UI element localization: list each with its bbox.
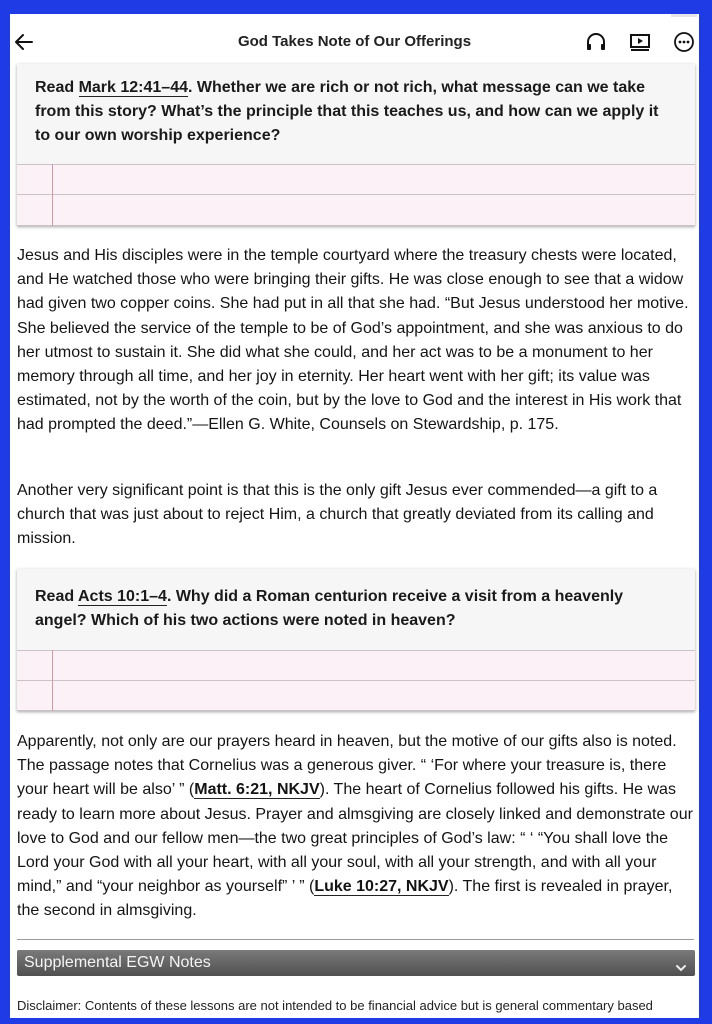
header-bar	[10, 14, 699, 70]
lesson-page	[10, 14, 699, 1018]
note-margin-line	[52, 164, 53, 226]
question-1-body: . Whether we are rich or not rich, what message can we take from this story? What’s the principle that this teaches us, and how can we apply it to our own worship experience?	[35, 79, 659, 144]
paragraph-2: Another very significant point is that this is the only gift Jesus ever commended—a gift to a church that was just about to reject Him, a church that greatly deviated from its calling and mission.	[17, 482, 658, 548]
question-1-reference-link[interactable]: Mark 12:41–44	[78, 79, 188, 96]
more-options-icon[interactable]	[673, 31, 695, 53]
play-video-icon[interactable]	[629, 31, 651, 53]
headphones-icon[interactable]	[585, 31, 607, 53]
paragraph-3-part-1: Apparently, not only are our prayers heard in heaven, but the motive of our gifts also is noted. The passage notes that Cornelius was a generous giver. “ ‘For where your treasure is, there your heart will be also’ ” (	[17, 733, 677, 799]
question-2-prefix: Read	[35, 588, 78, 605]
note-line	[17, 164, 695, 165]
paragraph-3-part-2: ). The heart of Cornelius followed his gifts. He was ready to learn more about Jesus. Prayer and almsgiving are closely linked and demonstrate our love to God and our fellow men—the two great principles of God’s law: “ ‘ “You shall love the Lord your God with all your heart, with all your soul, with all your strength, and with all your mind,” and “your neighbor as yourself” ’ ” (	[17, 781, 693, 896]
chevron-down-icon	[675, 957, 687, 969]
note-line	[17, 194, 695, 195]
page-title: God Takes Note of Our Offerings	[237, 33, 472, 50]
question-card-1	[17, 64, 695, 226]
supplemental-notes-label: Supplemental EGW Notes	[24, 954, 211, 971]
question-card-2	[17, 569, 695, 711]
supplemental-notes-toggle[interactable]	[17, 950, 695, 976]
answer-notes-area-1[interactable]	[17, 164, 695, 226]
question-2-body: . Why did a Roman centurion receive a visit from a heavenly angel? Which of his two actions were noted in heaven?	[35, 588, 624, 629]
note-margin-line	[52, 650, 53, 711]
question-2-text	[17, 569, 695, 633]
matthew-reference-link[interactable]: Matt. 6:21, NKJV	[194, 781, 320, 799]
paragraph-3-part-3: ). The first is revealed in prayer, the second in almsgiving.	[17, 878, 673, 920]
note-line	[17, 710, 695, 711]
question-1-prefix: Read	[35, 79, 79, 96]
note-line	[17, 225, 695, 226]
note-line	[17, 680, 695, 681]
question-2-reference-link[interactable]: Acts 10:1–4	[77, 588, 167, 605]
section-divider	[17, 939, 694, 940]
note-line	[17, 650, 695, 651]
paragraph-3	[17, 730, 697, 924]
header-edge	[671, 14, 697, 17]
luke-reference-link[interactable]: Luke 10:27, NKJV	[314, 878, 449, 896]
answer-notes-area-2[interactable]	[17, 650, 695, 711]
disclaimer-text: Disclaimer: Contents of these lessons are not intended to be financial advice but is general commentary based	[17, 998, 653, 1013]
paragraph-1: Jesus and His disciples were in the temple courtyard where the treasury chests were located, and He watched those who were bringing their gifts. He was close enough to see that a widow had given two copper coins. She had put in all that she had. “But Jesus understood her motive. She believed the service of the temple to be of God’s appointment, and she was anxious to do her utmost to sustain it. She did what she could, and her act was to be a monument to her memory through all time, and her joy in eternity. Her heart went with her gift; its value was estimated, not by the worth of the coin, but by the love to God and the interest in His work that had prompted the deed.”—Ellen G. White, Counsels on Stewardship, p. 175.	[17, 247, 689, 434]
question-1-text	[17, 64, 695, 148]
